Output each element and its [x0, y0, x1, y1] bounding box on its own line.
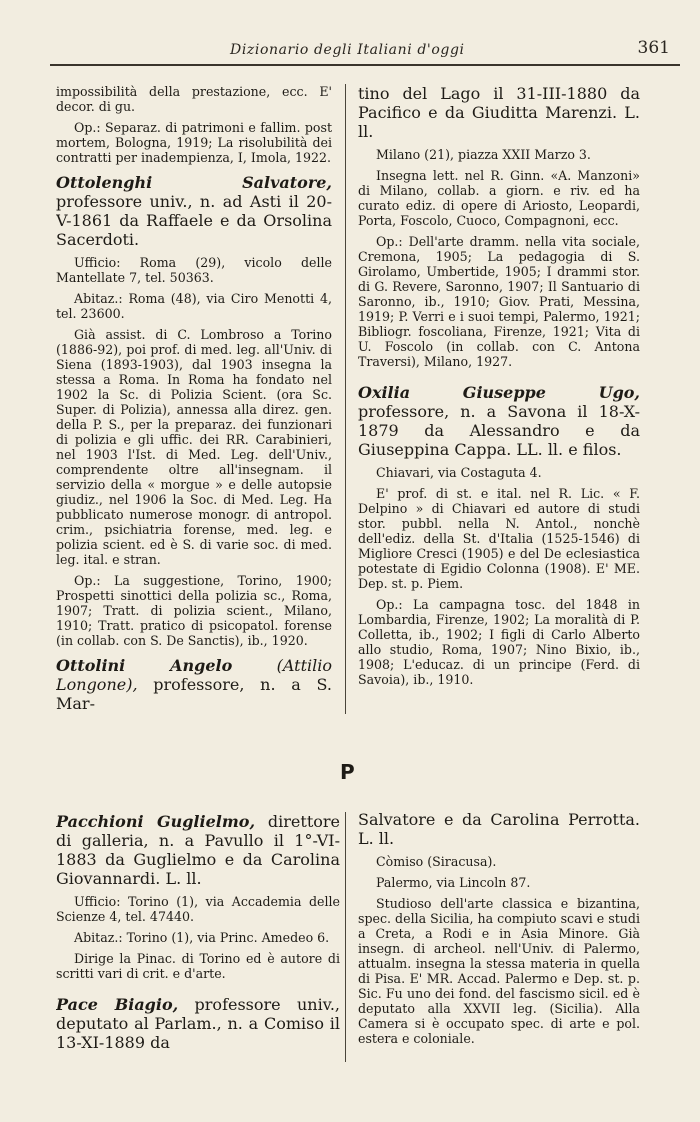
continued-heading: Salvatore e da Carolina Perrotta. L. ll.: [358, 810, 640, 848]
entry-title: professore univ., n. ad Asti il 20-V-1861 da Raffaele e da Orsolina Sacerdoti.: [56, 192, 332, 249]
entry-name: Ottolenghi Salvatore,: [56, 173, 332, 192]
entry-title: direttore di galleria, n. a Pavullo il 1°-VI-1883 da Guglielmo e da Carolina Giovannardi. L. ll.: [56, 812, 340, 888]
entry-name: Pacchioni Guglielmo,: [56, 812, 256, 831]
entry-address: Palermo, via Lincoln 87.: [376, 875, 531, 890]
entry-name: Oxilia Giuseppe Ugo,: [358, 383, 640, 402]
running-title: Dizionario degli Italiani d'oggi: [230, 42, 465, 58]
entry-biography: Insegna lett. nel R. Ginn. «A. Manzoni» di Milano, collab. a giorn. e riv. ed ha curato ediz. di opere di Ariosto, Leopardi, Porta, Foscolo, Cuoco, Compagnoni, ecc.: [358, 168, 640, 228]
continued-text: impossibilità della prestazione, ecc. E' decor. di gu.: [56, 84, 332, 114]
entry-home: Abitaz.: Torino (1), via Princ. Amedeo 6.: [74, 930, 330, 945]
page-number: 361: [637, 38, 670, 58]
entry-title: professore, n. a S. Mar-: [56, 675, 332, 713]
left-column-bottom: [56, 812, 340, 1072]
entry-works: Op.: Dell'arte dramm. nella vita sociale, Cremona, 1905; La pedagogia di S. Girolamo, Umbertide, 1905; I drammi stor. di G. Revere, Saronno, 1907; Il Santuario di Saronno, ib., 1910; Giov. Prati, Messina, 1919; P. Verri e i suoi tempi, Palermo, 1921; Bibliogr. foscoliana, Firenze, 1921; Vita di U. Foscolo (in collab. con C. Antona Traversi), Milano, 1927.: [358, 234, 640, 369]
entry-heading-ottolini: [56, 656, 332, 713]
entry-address: Còmiso (Siracusa).: [376, 854, 497, 869]
entry-office: Ufficio: Torino (1), via Accademia delle Scienze 4, tel. 47440.: [56, 894, 340, 924]
page-header: [40, 38, 680, 62]
entry-title: professore univ., deputato al Parlam., n. a Comiso il 13-XI-1889 da: [56, 995, 340, 1052]
entry-address: Chiavari, via Costaguta 4.: [376, 465, 542, 480]
continued-heading: tino del Lago il 31-III-1880 da Pacifico e da Giuditta Marenzi. L. ll.: [358, 84, 640, 141]
entry-heading-ottolenghi: [56, 173, 332, 249]
entry-name: Ottolini Angelo: [56, 656, 233, 675]
entry-home: Abitaz.: Roma (48), via Ciro Menotti 4, tel. 23600.: [56, 291, 332, 321]
column-divider: [345, 812, 346, 1062]
entry-address: Milano (21), piazza XXII Marzo 3.: [376, 147, 591, 162]
column-divider: [345, 84, 346, 714]
entry-heading-pacchioni: [56, 812, 340, 888]
entry-alias: (Attilio Longone),: [56, 656, 332, 694]
entry-office: Ufficio: Roma (29), vicolo delle Mantellate 7, tel. 50363.: [56, 255, 332, 285]
header-rule: [50, 64, 680, 66]
entry-biography: E' prof. di st. e ital. nel R. Lic. « F. Delpino » di Chiavari ed autore di studi stor. pubbl. nella N. Antol., nonchè dell'ediz. della St. d'Italia (1525-1546) di Migliore Cresci (1905) e del De eclesiastica potestate di Egidio Colonna (1908). E' ME. Dep. st. p. Piem.: [358, 486, 640, 591]
entry-biography: Dirige la Pinac. di Torino ed è autore di scritti vari di crit. e d'arte.: [56, 951, 340, 981]
entry-heading-pace: [56, 995, 340, 1052]
right-column-top: [358, 84, 640, 734]
continued-works: Op.: Separaz. di patrimoni e fallim. post mortem, Bologna, 1919; La risolubilità dei contratti per inadempienza, I, Imola, 1922.: [56, 120, 332, 165]
entry-name: Pace Biagio,: [56, 995, 179, 1014]
entry-title: professore, n. a Savona il 18-X-1879 da Alessandro e da Giuseppina Cappa. LL. ll. e filos.: [358, 402, 640, 459]
entry-works: Op.: La campagna tosc. del 1848 in Lombardia, Firenze, 1902; La moralità di P. Colletta, ib., 1902; I figli di Carlo Alberto allo studio, Roma, 1907; Nino Bixio, ib., 1908; L'educaz. di un principe (Ferd. di Savoia), ib., 1910.: [358, 597, 640, 687]
entry-works: Op.: La suggestione, Torino, 1900; Prospetti sinottici della polizia sc., Roma, 1907; Tratt. di polizia scient., Milano, 1910; Tratt. pratico di psicopatol. forense (in collab. con S. De Sanctis), ib., 1920.: [56, 573, 332, 648]
right-column-bottom: [358, 810, 640, 1100]
entry-biography: Già assist. di C. Lombroso a Torino (1886-92), poi prof. di med. leg. all'Univ. di Siena (1893-1903), dal 1903 insegna la stessa a Roma. In Roma ha fondato nel 1902 la Sc. di Polizia Scient. (ora Sc. Super. di Polizia), annessa alla direz. gen. della P. S., per la preparaz. dei funzionari di polizia e gli uffic. dei RR. Carabinieri, nel 1903 l'Ist. di Med. Leg. dell'Univ., comprendente oltre all'insegnam. il servizio della « morgue » e delle autopsie giudiz., nel 1906 la Soc. di Med. Leg. Ha pubblicato numerose monogr. di antropol. crim., psichiatria forense, med. leg. e polizia scient. ed è S. di varie soc. di med. leg. ital. e stran.: [56, 327, 332, 567]
entry-biography: Studioso dell'arte classica e bizantina, spec. della Sicilia, ha compiuto scavi e studi a Creta, a Rodi e in Asia Minore. Già insegn. di archeol. nell'Univ. di Palermo, attualm. insegna la stessa materia in quella di Pisa. E' MR. Accad. Palermo e Dep. st. p. Sic. Fu uno dei fond. del fascismo sicil. ed è deputato alla XXVII leg. (Sicilia). Alla Camera si è occupato spec. di arte e pol. estera e coloniale.: [358, 896, 640, 1046]
section-letter: P: [340, 760, 355, 784]
entry-heading-oxilia: [358, 383, 640, 459]
left-column-top: [56, 84, 332, 734]
